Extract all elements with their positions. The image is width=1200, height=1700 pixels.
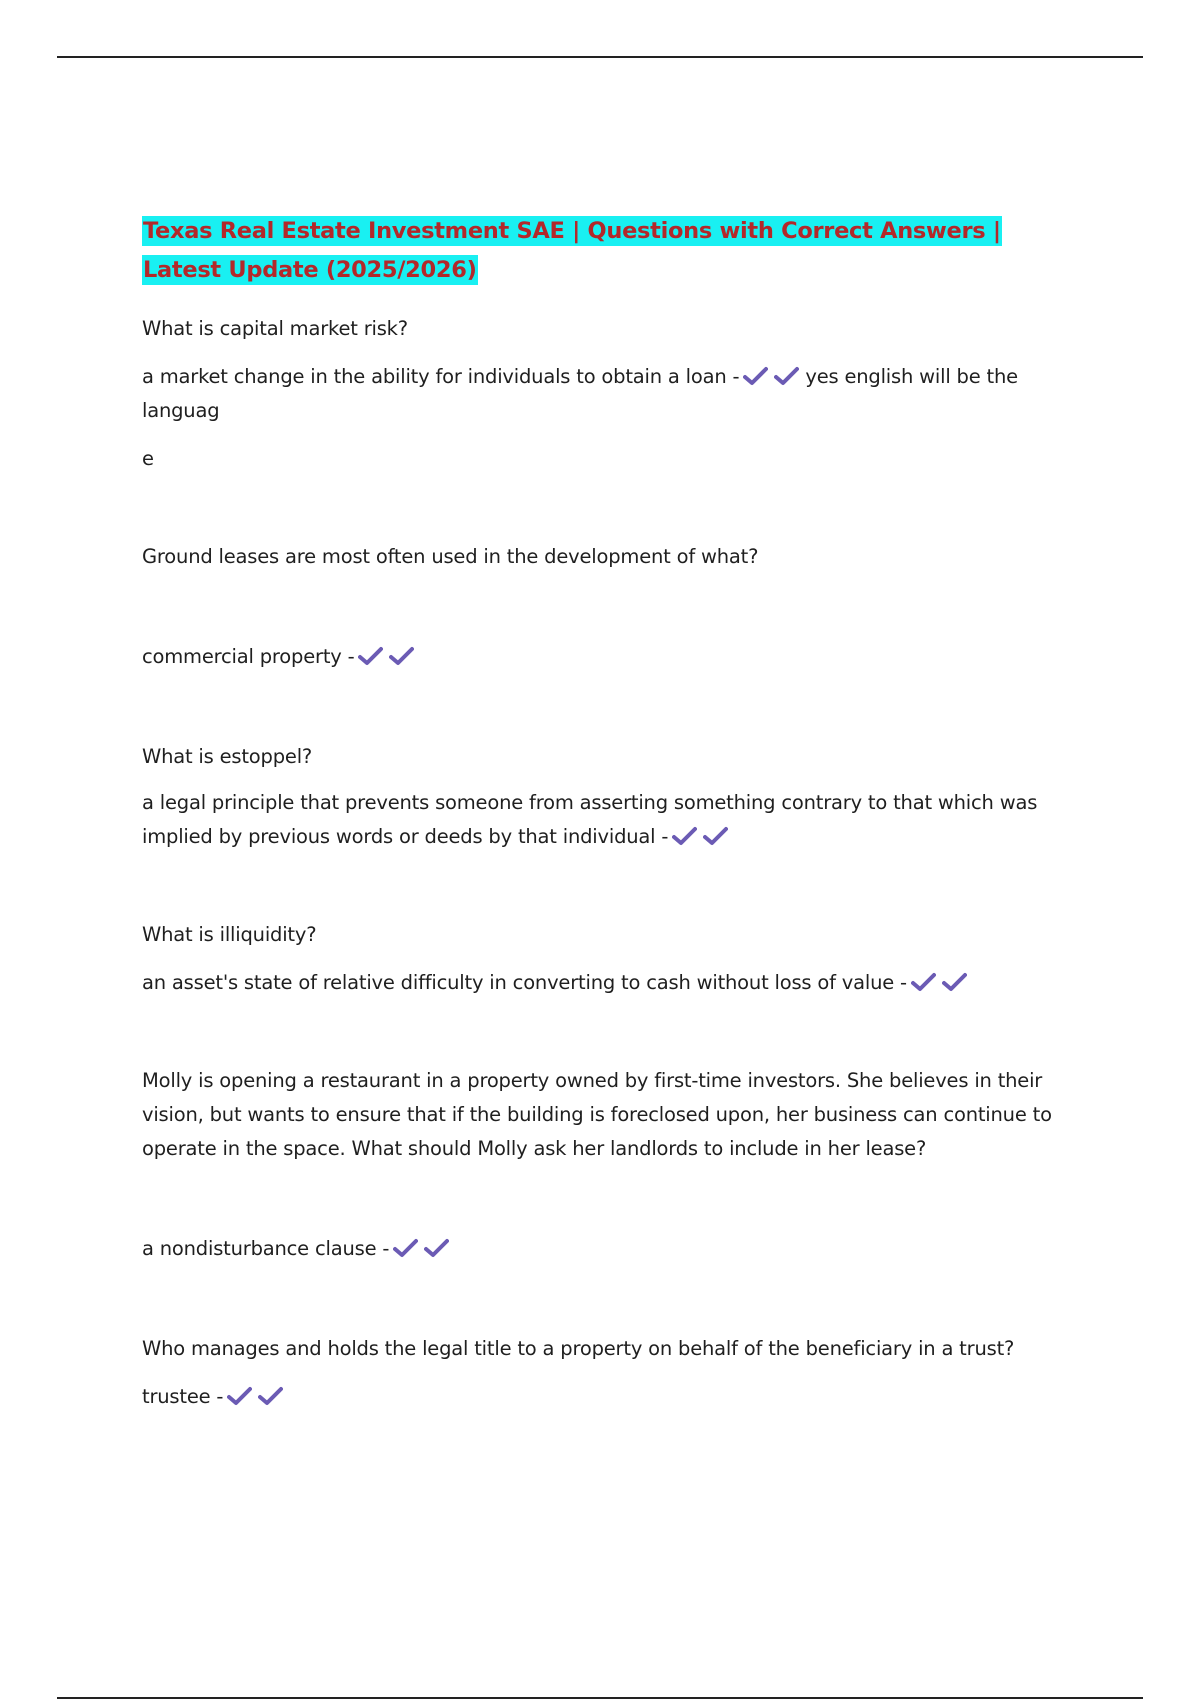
answer-body: a legal principle that prevents someone from asserting something contrary to that which was implied by previous words or deeds by that individual - [142, 791, 1038, 848]
checkmark-icon [911, 972, 936, 992]
question-text: What is estoppel? [142, 745, 313, 768]
answer-continuation: e [142, 447, 154, 470]
checkmark-icon [227, 1386, 252, 1406]
checkmark-icon [703, 826, 728, 846]
checkmark-icon [358, 646, 383, 666]
document-title-text: Texas Real Estate Investment SAE | Questions with Correct Answers | Latest Update (2025/2026) [143, 218, 1001, 283]
question-text: What is capital market risk? [142, 317, 408, 340]
header-rule [57, 56, 1143, 58]
document-body [142, 212, 1062, 1414]
answer-body: a market change in the ability for individuals to obtain a loan - [142, 365, 740, 388]
checkmark-icon [389, 646, 414, 666]
checkmark-icon [258, 1386, 283, 1406]
document-title [142, 212, 1062, 290]
checkmark-icon [424, 1238, 449, 1258]
checkmark-icon [774, 366, 799, 386]
answer-body: trustee - [142, 1385, 224, 1408]
question-text: Who manages and holds the legal title to a property on behalf of the beneficiary in a trust? [142, 1337, 1015, 1360]
answer-text [142, 786, 1047, 854]
answer-text [142, 360, 1042, 428]
answer-body: an asset's state of relative difficulty in converting to cash without loss of value - [142, 971, 907, 994]
checkmark-icon [942, 972, 967, 992]
answer-text [142, 640, 1062, 674]
checkmark-icon [743, 366, 768, 386]
checkmark-icon [672, 826, 697, 846]
footer-rule [57, 1697, 1143, 1699]
question-text: Ground leases are most often used in the development of what? [142, 545, 759, 568]
answer-tail: yes english will be the languag [142, 365, 1018, 422]
answer-text [142, 1380, 1062, 1414]
answer-body: commercial property - [142, 645, 355, 668]
answer-body: a nondisturbance clause - [142, 1237, 390, 1260]
question-text: Molly is opening a restaurant in a property owned by first-time investors. She believes in their vision, but wants to ensure that if the building is foreclosed upon, her business can continue to operate in the space. What should Molly ask her landlords to include in her lease? [142, 1069, 1052, 1160]
answer-text [142, 1232, 1062, 1266]
answer-text [142, 966, 1062, 1000]
question-text: What is illiquidity? [142, 923, 317, 946]
checkmark-icon [393, 1238, 418, 1258]
